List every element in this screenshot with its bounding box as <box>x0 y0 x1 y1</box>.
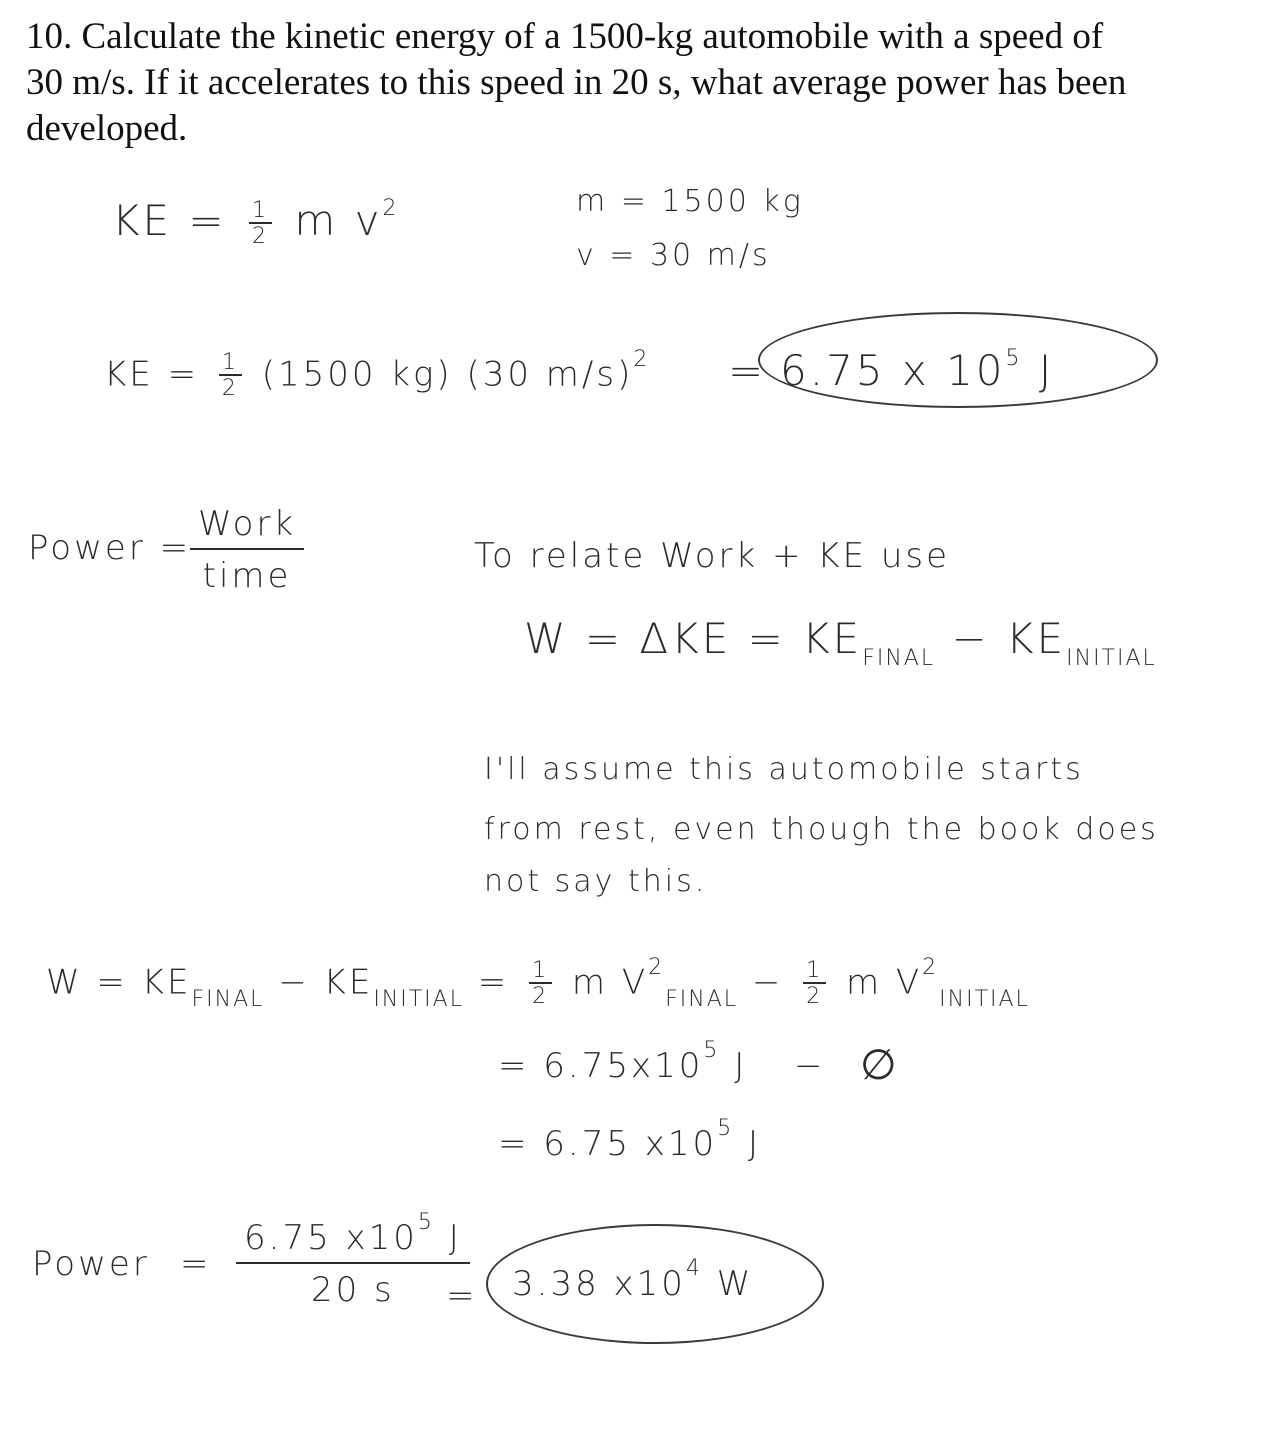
given-speed: v = 30 m/s <box>576 238 771 273</box>
work-expansion: $W = KE_{FINAL} - KE_{INITIAL}$ = $\frac{1}{2}$ m $V^2_{FINAL}$ − $\frac{1}{2}$ m $V^2_{INITIAL}$ <box>46 954 1030 1012</box>
ke-calculation <box>104 346 651 401</box>
ke-formula-rhs: m v <box>294 196 383 245</box>
initial-subscript: INITIAL <box>1066 646 1157 671</box>
ke-calc-body: (1500 kg) (30 m/s) <box>261 354 634 395</box>
power-label: Power = <box>28 528 192 568</box>
relate-text: To relate Work + KE use <box>474 536 951 576</box>
work-step-3: = 6.75 $x10^5$ J <box>498 1116 762 1164</box>
problem-statement: 10. Calculate the kinetic energy of a 1500-kg automobile with a speed of 30 m/s. If it accelerates to this speed in 20 s, what average power has been developed. <box>26 16 1127 149</box>
assumption-line-2: from rest, even though the book does <box>484 812 1159 847</box>
power-numerator: 6.75 $x10^5$ J <box>236 1218 470 1264</box>
zero-symbol: ∅ <box>860 1040 900 1089</box>
ke-answer-unit: J <box>1038 346 1055 395</box>
given-mass: m = 1500 kg <box>576 184 804 219</box>
half-fraction: $\frac{1}{2}$ <box>249 200 272 248</box>
step2-minus: − <box>794 1046 826 1086</box>
ke-formula <box>112 196 399 248</box>
work-energy-theorem: $W = \Delta KE = KE_{FINAL} - KE_{INITIAL}$ <box>524 614 1157 671</box>
final-subscript: FINAL <box>862 646 936 671</box>
power-fraction <box>236 1210 470 1310</box>
ke-equals: = <box>728 346 767 395</box>
power-answer: 3.38 $x10^4$ W <box>512 1256 754 1304</box>
half-fraction: $\frac{1}{2}$ <box>219 352 242 400</box>
square-exponent: 2 <box>633 346 651 372</box>
assumption-line-3: not say this. <box>484 864 708 899</box>
half-fraction: $\frac{1}{2}$ <box>803 960 826 1008</box>
minus-sign: − <box>951 614 990 663</box>
power-denominator: 20 s <box>310 1270 395 1310</box>
ke-formula-lhs: KE = <box>112 196 227 245</box>
assumption-line-1: I'll assume this automobile starts <box>484 752 1084 787</box>
power-equals: = <box>180 1244 212 1284</box>
ke-calc-lhs: KE = <box>104 354 200 395</box>
time-word: time <box>202 556 292 596</box>
work-step-2: = $6.75x10^5$ J <box>498 1038 748 1086</box>
square-exponent: 2 <box>382 196 400 221</box>
ke-answer-exponent: 5 <box>1005 346 1023 371</box>
ke-answer: 6.75 x $10^5$ J <box>780 346 1055 395</box>
initial-subscript: INITIAL <box>373 986 464 1012</box>
final-subscript: FINAL <box>191 986 265 1012</box>
power-answer-unit: W <box>716 1264 754 1304</box>
power-label-2: Power <box>32 1244 150 1284</box>
power-equals-2: = <box>446 1276 478 1316</box>
power-answer-exponent: 4 <box>685 1256 703 1281</box>
work-over-time <box>190 504 304 596</box>
half-fraction: $\frac{1}{2}$ <box>529 960 552 1008</box>
work-word: Work <box>190 504 304 550</box>
